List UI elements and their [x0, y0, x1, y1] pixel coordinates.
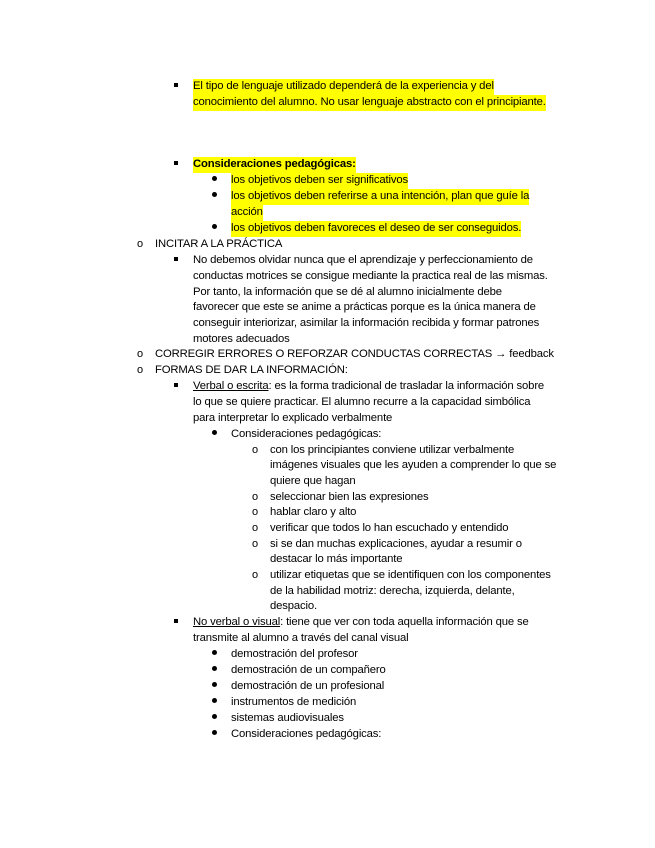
- line-text: : tiene que ver con toda aquella información que se: [280, 616, 529, 628]
- text-line: [231, 427, 381, 443]
- text-line: [193, 316, 539, 332]
- text-line: [270, 599, 317, 615]
- line-text: utilizar etiquetas que se identifiquen con los componentes: [270, 569, 551, 581]
- text-line: [193, 631, 409, 647]
- line-text: los objetivos deben ser significativos: [231, 174, 409, 186]
- text-line: [231, 711, 344, 727]
- line-text: demostración del profesor: [231, 648, 358, 660]
- text-line: [231, 189, 529, 205]
- text-line: [270, 443, 514, 459]
- line-text: INCITAR A LA PRÁCTICA: [155, 238, 283, 250]
- line-text: verificar que todos lo han escuchado y entendido: [270, 522, 509, 534]
- text-line: [193, 411, 392, 427]
- text-line: [193, 79, 494, 95]
- line-text: si se dan muchas explicaciones, ayudar a resumir o: [270, 538, 522, 550]
- round-bullet-icon: [212, 727, 217, 743]
- line-text: acción: [231, 206, 263, 218]
- line-text: conductas motrices se consigue mediante la practica real de las mismas.: [193, 270, 548, 282]
- line-text: motores adecuados: [193, 333, 290, 345]
- circle-bullet-icon: o: [252, 538, 259, 550]
- circle-bullet-icon: o: [252, 491, 259, 503]
- circle-bullet-icon: o: [137, 348, 144, 360]
- line-text: CORREGIR ERRORES O REFORZAR CONDUCTAS CORRECTAS → feedback: [155, 348, 554, 360]
- line-text: destacar lo más importante: [270, 553, 403, 565]
- text-line: [270, 505, 356, 521]
- text-line: [193, 615, 529, 631]
- round-bullet-icon: [212, 679, 217, 695]
- text-line: [193, 285, 502, 301]
- line-text: los objetivos deben favoreces el deseo de ser conseguidos.: [231, 222, 522, 234]
- text-line: [270, 568, 551, 584]
- line-text: imágenes visuales que les ayuden a comprender lo que se: [270, 459, 557, 471]
- line-text: de la habilidad motriz: derecha, izquierda, delante,: [270, 585, 515, 597]
- text-line: [155, 347, 554, 363]
- round-bullet-icon: [212, 663, 217, 679]
- text-line: [270, 474, 356, 490]
- text-line: [231, 173, 408, 189]
- line-text: seleccionar bien las expresiones: [270, 491, 429, 503]
- round-bullet-icon: [212, 647, 217, 663]
- line-text: demostración de un compañero: [231, 664, 386, 676]
- line-text: : es la forma tradicional de trasladar la información sobre: [268, 380, 545, 392]
- line-text: transmite al alumno a través del canal visual: [193, 632, 409, 644]
- text-line: [193, 300, 536, 316]
- circle-bullet-icon: o: [252, 569, 259, 581]
- text-line: [193, 332, 290, 348]
- line-text: instrumentos de medición: [231, 696, 357, 708]
- line-text: para interpretar lo explicado verbalmente: [193, 412, 393, 424]
- text-line: [270, 552, 402, 568]
- round-bullet-icon: [212, 173, 217, 189]
- text-line: [155, 363, 348, 379]
- line-text: Por tanto, la información que se dé al alumno inicialmente debe: [193, 286, 502, 298]
- text-line: [155, 237, 282, 253]
- round-bullet-icon: [212, 221, 217, 237]
- line-text: despacio.: [270, 600, 318, 612]
- round-bullet-icon: [212, 711, 217, 727]
- text-line: [231, 695, 356, 711]
- line-text: los objetivos deben referirse a una intención, plan que guíe la: [231, 190, 530, 202]
- text-line: [193, 269, 548, 285]
- line-text: sistemas audiovisuales: [231, 712, 344, 724]
- text-line: [231, 663, 386, 679]
- text-line: [270, 490, 428, 506]
- round-bullet-icon: [212, 695, 217, 711]
- text-line: [193, 157, 356, 173]
- line-text: lo que se quiere practicar. El alumno recurre a la capacidad simbólica: [193, 396, 531, 408]
- line-text: Consideraciones pedagógicas:: [231, 428, 382, 440]
- square-bullet-icon: [174, 253, 178, 269]
- line-text: Consideraciones pedagógicas:: [231, 728, 382, 740]
- line-text: demostración de un profesional: [231, 680, 385, 692]
- square-bullet-icon: [174, 79, 178, 95]
- text-line: [270, 584, 515, 600]
- underlined-term: Verbal o escrita: [193, 380, 269, 392]
- text-line: [270, 458, 556, 474]
- line-text: favorecer que este se anime a prácticas porque es la única manera de: [193, 301, 536, 313]
- round-bullet-icon: [212, 427, 217, 443]
- text-line: [231, 679, 384, 695]
- line-text: El tipo de lenguaje utilizado dependerá de la experiencia y del: [193, 80, 494, 92]
- text-line: [193, 379, 544, 395]
- text-line: [193, 95, 546, 111]
- text-line: [231, 647, 358, 663]
- text-line: [231, 221, 521, 237]
- text-line: [270, 537, 522, 553]
- square-bullet-icon: [174, 615, 178, 631]
- circle-bullet-icon: o: [252, 522, 259, 534]
- text-line: [231, 727, 381, 743]
- text-line: [231, 205, 263, 221]
- text-line: [193, 253, 533, 269]
- circle-bullet-icon: o: [137, 364, 144, 376]
- text-line: [193, 395, 530, 411]
- round-bullet-icon: [212, 189, 217, 205]
- circle-bullet-icon: o: [252, 444, 259, 456]
- line-text: con los principiantes conviene utilizar verbalmente: [270, 444, 515, 456]
- line-text: FORMAS DE DAR LA INFORMACIÓN:: [155, 364, 348, 376]
- line-text: Consideraciones pedagógicas:: [193, 158, 356, 170]
- underlined-term: No verbal o visual: [193, 616, 281, 628]
- line-text: quiere que hagan: [270, 475, 356, 487]
- text-line: [270, 521, 508, 537]
- line-text: conocimiento del alumno. No usar lenguaje abstracto con el principiante.: [193, 96, 546, 108]
- square-bullet-icon: [174, 157, 178, 173]
- line-text: hablar claro y alto: [270, 506, 357, 518]
- line-text: conseguir interiorizar, asimilar la información recibida y formar patrones: [193, 317, 540, 329]
- circle-bullet-icon: o: [252, 506, 259, 518]
- square-bullet-icon: [174, 379, 178, 395]
- circle-bullet-icon: o: [137, 238, 144, 250]
- line-text: No debemos olvidar nunca que el aprendizaje y perfeccionamiento de: [193, 254, 533, 266]
